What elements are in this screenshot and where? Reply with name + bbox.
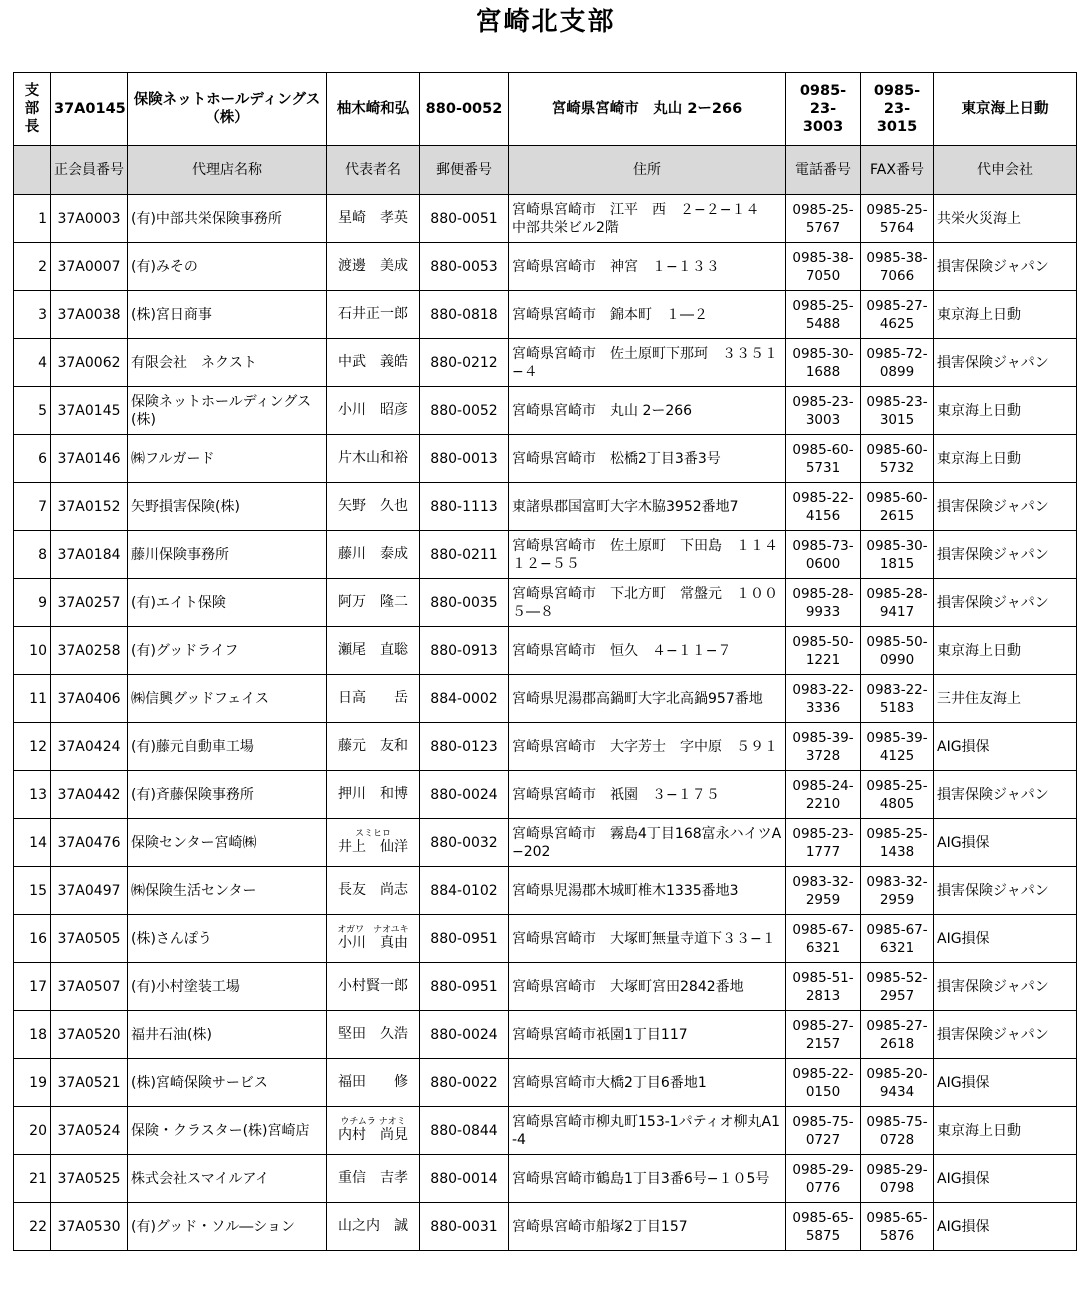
representative-name: 小川 昭彦 [338, 402, 408, 418]
agency-name-cell: 藤川保険事務所 [128, 531, 327, 579]
table-row [14, 1107, 1077, 1155]
representative-cell [327, 483, 420, 531]
postal-code-cell: 880-0024 [420, 1011, 509, 1059]
representative-cell [327, 195, 420, 243]
col-header-rep: 代表者名 [327, 146, 420, 195]
member-no-cell: 37A0476 [51, 819, 128, 867]
table-row [14, 1203, 1077, 1251]
representative-name: 藤元 友和 [338, 738, 408, 754]
row-number: 12 [14, 723, 51, 771]
branch-head-fax: 0985-23- 3015 [861, 73, 934, 146]
representative-name: 星崎 孝英 [338, 210, 408, 226]
row-number: 10 [14, 627, 51, 675]
fax-cell: 0985-28- 9417 [861, 579, 934, 627]
address-cell: 宮崎県宮崎市船塚2丁目157 [509, 1203, 786, 1251]
member-no-cell: 37A0497 [51, 867, 128, 915]
col-header-postal: 郵便番号 [420, 146, 509, 195]
agency-name-cell: 保険ネットホールディングス(株) [128, 387, 327, 435]
row-number: 5 [14, 387, 51, 435]
insurer-cell: 共栄火災海上 [934, 195, 1077, 243]
member-no-cell: 37A0257 [51, 579, 128, 627]
address-cell: 宮崎県宮崎市 祇園 ３−１７５ [509, 771, 786, 819]
address-cell: 宮崎県宮崎市 江平 西 ２−２−１４ 中部共栄ビル2階 [509, 195, 786, 243]
fax-cell: 0985-52- 2957 [861, 963, 934, 1011]
agency-name-cell: (有)斉藤保険事務所 [128, 771, 327, 819]
postal-code-cell: 880-0052 [420, 387, 509, 435]
representative-reading: ウチムラ ナオミ [340, 1117, 406, 1127]
row-number: 9 [14, 579, 51, 627]
row-number: 16 [14, 915, 51, 963]
fax-cell: 0985-30- 1815 [861, 531, 934, 579]
insurer-cell: AIG損保 [934, 1203, 1077, 1251]
member-no-cell: 37A0442 [51, 771, 128, 819]
phone-cell: 0985-23- 1777 [786, 819, 861, 867]
insurer-cell: 三井住友海上 [934, 675, 1077, 723]
row-number: 20 [14, 1107, 51, 1155]
representative-name: 矢野 久也 [338, 498, 408, 514]
representative-name: 堅田 久浩 [338, 1026, 408, 1042]
fax-cell: 0985-27- 4625 [861, 291, 934, 339]
member-no-cell: 37A0007 [51, 243, 128, 291]
representative-name: 福田 修 [338, 1074, 408, 1090]
insurer-cell: AIG損保 [934, 1059, 1077, 1107]
col-header-fax: FAX番号 [861, 146, 934, 195]
fax-cell: 0985-25- 5764 [861, 195, 934, 243]
representative-cell [327, 387, 420, 435]
table-row [14, 819, 1077, 867]
address-cell: 宮崎県児湯郡木城町椎木1335番地3 [509, 867, 786, 915]
phone-cell: 0985-22- 4156 [786, 483, 861, 531]
branch-head-address: 宮崎県宮崎市 丸山 2ー266 [509, 73, 786, 146]
member-no-cell: 37A0521 [51, 1059, 128, 1107]
address-cell: 宮崎県宮崎市 大塚町無量寺道下３３−１ [509, 915, 786, 963]
branch-head-label: 支 部 長 [14, 73, 51, 146]
agency-name-cell: 保険・クラスター(株)宮崎店 [128, 1107, 327, 1155]
address-cell: 宮崎県宮崎市 霧島4丁目168富永ハイツA−202 [509, 819, 786, 867]
row-number: 11 [14, 675, 51, 723]
member-no-cell: 37A0258 [51, 627, 128, 675]
phone-cell: 0985-51- 2813 [786, 963, 861, 1011]
insurer-cell: AIG損保 [934, 1155, 1077, 1203]
postal-code-cell: 880-0014 [420, 1155, 509, 1203]
phone-cell: 0985-27- 2157 [786, 1011, 861, 1059]
address-cell: 宮崎県宮崎市 下北方町 常盤元 １００５―８ [509, 579, 786, 627]
table-row [14, 1155, 1077, 1203]
insurer-cell: 損害保険ジャパン [934, 579, 1077, 627]
phone-cell: 0985-25- 5767 [786, 195, 861, 243]
phone-cell: 0985-65- 5875 [786, 1203, 861, 1251]
table-row [14, 195, 1077, 243]
fax-cell: 0985-29- 0798 [861, 1155, 934, 1203]
insurer-cell: 損害保険ジャパン [934, 243, 1077, 291]
phone-cell: 0985-22- 0150 [786, 1059, 861, 1107]
row-number: 14 [14, 819, 51, 867]
phone-cell: 0985-73- 0600 [786, 531, 861, 579]
agency-name-cell: (有)みその [128, 243, 327, 291]
address-cell: 宮崎県宮崎市 神宮 １−１３３ [509, 243, 786, 291]
phone-cell: 0985-29- 0776 [786, 1155, 861, 1203]
row-number: 18 [14, 1011, 51, 1059]
agency-name-cell: (有)小村塗装工場 [128, 963, 327, 1011]
agency-roster-table [13, 72, 1077, 1251]
phone-cell: 0985-28- 9933 [786, 579, 861, 627]
agency-name-cell: 矢野損害保険(株) [128, 483, 327, 531]
agency-name-cell: (株)宮日商事 [128, 291, 327, 339]
branch-head-tel: 0985-23- 3003 [786, 73, 861, 146]
representative-name: 瀬尾 直聡 [338, 642, 408, 658]
postal-code-cell: 880-0031 [420, 1203, 509, 1251]
representative-name: 小村賢一郎 [338, 978, 408, 994]
table-row [14, 435, 1077, 483]
postal-code-cell: 880-0024 [420, 771, 509, 819]
representative-name: 藤川 泰成 [338, 546, 408, 562]
address-cell: 宮崎県宮崎市 佐土原町下那珂 ３３５１−４ [509, 339, 786, 387]
representative-cell [327, 963, 420, 1011]
postal-code-cell: 880-1113 [420, 483, 509, 531]
table-row [14, 771, 1077, 819]
address-cell: 宮崎県宮崎市祇園1丁目117 [509, 1011, 786, 1059]
agency-name-cell: 株式会社スマイルアイ [128, 1155, 327, 1203]
address-cell: 宮崎県宮崎市 恒久 ４−１１−７ [509, 627, 786, 675]
table-row [14, 291, 1077, 339]
fax-cell: 0985-67- 6321 [861, 915, 934, 963]
insurer-cell: 損害保険ジャパン [934, 483, 1077, 531]
row-number: 3 [14, 291, 51, 339]
phone-cell: 0985-23- 3003 [786, 387, 861, 435]
phone-cell: 0983-32- 2959 [786, 867, 861, 915]
address-cell: 東諸県郡国富町大字木脇3952番地7 [509, 483, 786, 531]
table-row [14, 531, 1077, 579]
postal-code-cell: 880-0053 [420, 243, 509, 291]
member-no-cell: 37A0062 [51, 339, 128, 387]
fax-cell: 0985-38- 7066 [861, 243, 934, 291]
member-no-cell: 37A0146 [51, 435, 128, 483]
representative-cell [327, 1155, 420, 1203]
col-header-no [14, 146, 51, 195]
agency-name-cell: 保険センター宮崎㈱ [128, 819, 327, 867]
representative-name: 井上 仙洋 [338, 839, 408, 855]
phone-cell: 0985-38- 7050 [786, 243, 861, 291]
address-cell: 宮崎県宮崎市 大塚町宮田2842番地 [509, 963, 786, 1011]
insurer-cell: 損害保険ジャパン [934, 1011, 1077, 1059]
postal-code-cell: 880-0123 [420, 723, 509, 771]
postal-code-cell: 880-0913 [420, 627, 509, 675]
phone-cell: 0985-50- 1221 [786, 627, 861, 675]
agency-name-cell: (株)さんぽう [128, 915, 327, 963]
fax-cell: 0985-20- 9434 [861, 1059, 934, 1107]
table-row [14, 1011, 1077, 1059]
address-cell: 宮崎県宮崎市 錦本町 １―２ [509, 291, 786, 339]
phone-cell: 0983-22- 3336 [786, 675, 861, 723]
member-no-cell: 37A0406 [51, 675, 128, 723]
representative-name: 日高 岳 [338, 690, 408, 706]
agency-name-cell: (有)エイト保険 [128, 579, 327, 627]
representative-cell [327, 1059, 420, 1107]
postal-code-cell: 880-0035 [420, 579, 509, 627]
agency-name-cell: 有限会社 ネクスト [128, 339, 327, 387]
representative-name: 押川 和博 [338, 786, 408, 802]
insurer-cell: AIG損保 [934, 819, 1077, 867]
representative-cell [327, 243, 420, 291]
table-row [14, 339, 1077, 387]
representative-name: 重信 吉孝 [338, 1170, 408, 1186]
fax-cell: 0985-65- 5876 [861, 1203, 934, 1251]
table-row [14, 867, 1077, 915]
phone-cell: 0985-39- 3728 [786, 723, 861, 771]
representative-cell [327, 579, 420, 627]
table-row [14, 675, 1077, 723]
representative-cell [327, 291, 420, 339]
agency-name-cell: ㈱信興グッドフェイス [128, 675, 327, 723]
table-row [14, 627, 1077, 675]
representative-cell [327, 531, 420, 579]
row-number: 13 [14, 771, 51, 819]
fax-cell: 0985-60- 5732 [861, 435, 934, 483]
representative-cell [327, 723, 420, 771]
phone-cell: 0985-67- 6321 [786, 915, 861, 963]
branch-head-rep: 柚木崎和弘 [327, 73, 420, 146]
representative-cell [327, 1203, 420, 1251]
representative-reading: オガワ ナオユキ [337, 925, 409, 935]
column-header-row [14, 146, 1077, 195]
fax-cell: 0983-32- 2959 [861, 867, 934, 915]
insurer-cell: 東京海上日動 [934, 387, 1077, 435]
row-number: 4 [14, 339, 51, 387]
representative-name: 小川 真由 [338, 935, 408, 951]
postal-code-cell: 880-0051 [420, 195, 509, 243]
fax-cell: 0985-75- 0728 [861, 1107, 934, 1155]
fax-cell: 0985-23- 3015 [861, 387, 934, 435]
representative-cell [327, 339, 420, 387]
address-cell: 宮崎県児湯郡高鍋町大字北高鍋957番地 [509, 675, 786, 723]
representative-cell [327, 1107, 420, 1155]
fax-cell: 0985-25- 4805 [861, 771, 934, 819]
branch-head-insurer: 東京海上日動 [934, 73, 1077, 146]
representative-name: 中武 義皓 [338, 354, 408, 370]
member-no-cell: 37A0507 [51, 963, 128, 1011]
branch-head-row [14, 73, 1077, 146]
member-no-cell: 37A0520 [51, 1011, 128, 1059]
insurer-cell: 東京海上日動 [934, 627, 1077, 675]
page-title: 宮崎北支部 [475, 7, 616, 37]
row-number: 6 [14, 435, 51, 483]
row-number: 8 [14, 531, 51, 579]
representative-cell [327, 819, 420, 867]
agency-name-cell: (有)グッド・ソル―ション [128, 1203, 327, 1251]
table-row [14, 243, 1077, 291]
agency-name-cell: (有)中部共栄保険事務所 [128, 195, 327, 243]
fax-cell: 0985-60- 2615 [861, 483, 934, 531]
postal-code-cell: 880-0951 [420, 963, 509, 1011]
address-cell: 宮崎県宮崎市柳丸町153-1パティオ柳丸A1-4 [509, 1107, 786, 1155]
representative-name: 渡邊 美成 [338, 258, 408, 274]
row-number: 21 [14, 1155, 51, 1203]
col-header-member-no: 正会員番号 [51, 146, 128, 195]
postal-code-cell: 880-0951 [420, 915, 509, 963]
phone-cell: 0985-30- 1688 [786, 339, 861, 387]
member-no-cell: 37A0038 [51, 291, 128, 339]
member-no-cell: 37A0424 [51, 723, 128, 771]
representative-name: 長友 尚志 [338, 882, 408, 898]
table-row [14, 1059, 1077, 1107]
row-number: 1 [14, 195, 51, 243]
fax-cell: 0985-25- 1438 [861, 819, 934, 867]
col-header-tel: 電話番号 [786, 146, 861, 195]
postal-code-cell: 880-0022 [420, 1059, 509, 1107]
fax-cell: 0985-72- 0899 [861, 339, 934, 387]
table-row [14, 723, 1077, 771]
fax-cell: 0985-50- 0990 [861, 627, 934, 675]
row-number: 15 [14, 867, 51, 915]
branch-head-postal: 880-0052 [420, 73, 509, 146]
agency-name-cell: (有)グッドライフ [128, 627, 327, 675]
fax-cell: 0985-39- 4125 [861, 723, 934, 771]
representative-name: 山之内 誠 [338, 1218, 408, 1234]
representative-cell [327, 867, 420, 915]
row-number: 19 [14, 1059, 51, 1107]
representative-cell [327, 435, 420, 483]
address-cell: 宮崎県宮崎市 佐土原町 下田島 １１４１２−５５ [509, 531, 786, 579]
insurer-cell: AIG損保 [934, 723, 1077, 771]
table-row [14, 915, 1077, 963]
fax-cell: 0983-22- 5183 [861, 675, 934, 723]
insurer-cell: 東京海上日動 [934, 291, 1077, 339]
representative-cell [327, 915, 420, 963]
insurer-cell: 損害保険ジャパン [934, 339, 1077, 387]
insurer-cell: 損害保険ジャパン [934, 771, 1077, 819]
insurer-cell: 損害保険ジャパン [934, 867, 1077, 915]
row-number: 2 [14, 243, 51, 291]
member-no-cell: 37A0524 [51, 1107, 128, 1155]
member-no-cell: 37A0184 [51, 531, 128, 579]
agency-name-cell: (有)藤元自動車工場 [128, 723, 327, 771]
address-cell: 宮崎県宮崎市 大字芳士 字中原 ５９１ [509, 723, 786, 771]
member-no-cell: 37A0145 [51, 387, 128, 435]
phone-cell: 0985-75- 0727 [786, 1107, 861, 1155]
member-no-cell: 37A0525 [51, 1155, 128, 1203]
insurer-cell: 損害保険ジャパン [934, 963, 1077, 1011]
insurer-cell: 損害保険ジャパン [934, 531, 1077, 579]
address-cell: 宮崎県宮崎市 松橋2丁目3番3号 [509, 435, 786, 483]
representative-cell [327, 1011, 420, 1059]
agency-name-cell: 福井石油(株) [128, 1011, 327, 1059]
postal-code-cell: 880-0211 [420, 531, 509, 579]
representative-cell [327, 771, 420, 819]
row-number: 22 [14, 1203, 51, 1251]
representative-cell [327, 627, 420, 675]
postal-code-cell: 880-0818 [420, 291, 509, 339]
row-number: 17 [14, 963, 51, 1011]
agency-name-cell: ㈱保険生活センター [128, 867, 327, 915]
insurer-cell: 東京海上日動 [934, 1107, 1077, 1155]
col-header-address: 住所 [509, 146, 786, 195]
insurer-cell: AIG損保 [934, 915, 1077, 963]
postal-code-cell: 880-0844 [420, 1107, 509, 1155]
col-header-agency: 代理店名称 [128, 146, 327, 195]
address-cell: 宮崎県宮崎市大橋2丁目6番地1 [509, 1059, 786, 1107]
address-cell: 宮崎県宮崎市鶴島1丁目3番6号−１０5号 [509, 1155, 786, 1203]
address-cell: 宮崎県宮崎市 丸山 2ー266 [509, 387, 786, 435]
fax-cell: 0985-27- 2618 [861, 1011, 934, 1059]
row-number: 7 [14, 483, 51, 531]
table-row [14, 483, 1077, 531]
agency-name-cell: ㈱フルガード [128, 435, 327, 483]
member-no-cell: 37A0505 [51, 915, 128, 963]
phone-cell: 0985-24- 2210 [786, 771, 861, 819]
postal-code-cell: 884-0002 [420, 675, 509, 723]
representative-reading: スミヒロ [354, 829, 391, 839]
member-no-cell: 37A0152 [51, 483, 128, 531]
insurer-cell: 東京海上日動 [934, 435, 1077, 483]
member-no-cell: 37A0530 [51, 1203, 128, 1251]
postal-code-cell: 880-0013 [420, 435, 509, 483]
representative-name: 阿万 隆二 [338, 594, 408, 610]
representative-name: 片木山和裕 [338, 450, 408, 466]
postal-code-cell: 884-0102 [420, 867, 509, 915]
branch-head-agency: 保険ネットホールディングス（株） [128, 73, 327, 146]
table-row [14, 387, 1077, 435]
agency-name-cell: (株)宮崎保険サービス [128, 1059, 327, 1107]
table-row [14, 963, 1077, 1011]
postal-code-cell: 880-0032 [420, 819, 509, 867]
member-no-cell: 37A0003 [51, 195, 128, 243]
postal-code-cell: 880-0212 [420, 339, 509, 387]
representative-cell [327, 675, 420, 723]
table-row [14, 579, 1077, 627]
phone-cell: 0985-60- 5731 [786, 435, 861, 483]
branch-head-member-no: 37A0145 [51, 73, 128, 146]
representative-name: 内村 尚見 [338, 1127, 408, 1143]
representative-name: 石井正一郎 [338, 306, 408, 322]
col-header-insurer: 代申会社 [934, 146, 1077, 195]
phone-cell: 0985-25- 5488 [786, 291, 861, 339]
